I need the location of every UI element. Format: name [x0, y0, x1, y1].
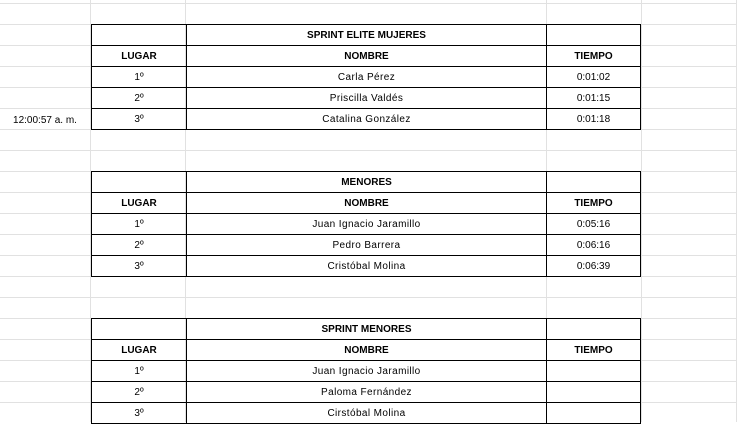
table-cell[interactable] [546, 171, 641, 192]
place-cell[interactable]: 1º [91, 360, 186, 381]
table-title-row [91, 318, 641, 339]
results-table-sprint-menores [91, 318, 641, 423]
table-header-row [91, 45, 641, 66]
time-cell[interactable]: 0:01:18 [546, 108, 641, 130]
name-cell[interactable]: Juan Ignacio Jaramillo [186, 360, 546, 381]
place-cell[interactable]: 1º [91, 66, 186, 87]
place-cell[interactable]: 2º [91, 87, 186, 108]
table-cell[interactable] [91, 171, 186, 192]
table-row [91, 66, 641, 87]
table-title-row [91, 24, 641, 45]
table-title[interactable]: SPRINT MENORES [186, 318, 546, 339]
table-row [91, 108, 641, 129]
name-cell[interactable]: Juan Ignacio Jaramillo [186, 213, 546, 234]
table-row [91, 402, 641, 423]
table-title-row [91, 171, 641, 192]
table-header-row [91, 192, 641, 213]
time-cell[interactable]: 0:06:16 [546, 234, 641, 255]
time-cell[interactable]: 12:00:57 a. m. [13, 115, 77, 126]
table-row [91, 87, 641, 108]
table-row [91, 381, 641, 402]
place-cell[interactable]: 2º [91, 381, 186, 402]
place-cell[interactable]: 1º [91, 213, 186, 234]
time-cell[interactable]: 0:01:15 [546, 87, 641, 108]
name-cell[interactable]: Carla Pérez [186, 66, 546, 87]
gridline [0, 3, 737, 4]
header-name[interactable]: NOMBRE [186, 192, 546, 213]
table-title[interactable]: MENORES [186, 171, 546, 192]
name-cell[interactable]: Priscilla Valdés [186, 87, 546, 108]
header-place[interactable]: LUGAR [91, 339, 186, 360]
table-row [91, 213, 641, 234]
gridline [0, 297, 737, 298]
table-header-row [91, 339, 641, 360]
name-cell[interactable]: Paloma Fernández [186, 381, 546, 402]
time-cell[interactable]: 0:01:02 [546, 66, 641, 87]
header-time[interactable]: TIEMPO [546, 339, 641, 360]
gridline [0, 150, 737, 151]
time-cell[interactable]: 0:06:39 [546, 255, 641, 277]
name-cell[interactable]: Cristóbal Molina [186, 255, 546, 277]
table-cell[interactable] [546, 318, 641, 339]
header-time[interactable]: TIEMPO [546, 192, 641, 213]
gridline [641, 0, 642, 422]
header-place[interactable]: LUGAR [91, 45, 186, 66]
time-cell[interactable] [546, 381, 641, 402]
header-place[interactable]: LUGAR [91, 192, 186, 213]
name-cell[interactable]: Cirstóbal Molina [186, 402, 546, 424]
time-cell[interactable]: 0:05:16 [546, 213, 641, 234]
name-cell[interactable]: Catalina González [186, 108, 546, 130]
name-cell[interactable]: Pedro Barrera [186, 234, 546, 255]
time-cell[interactable] [546, 402, 641, 424]
header-time[interactable]: TIEMPO [546, 45, 641, 66]
header-name[interactable]: NOMBRE [186, 45, 546, 66]
place-cell[interactable]: 2º [91, 234, 186, 255]
time-cell[interactable] [546, 360, 641, 381]
place-cell[interactable]: 3º [91, 108, 186, 130]
place-cell[interactable]: 3º [91, 402, 186, 424]
table-title[interactable]: SPRINT ELITE MUJERES [186, 24, 546, 45]
results-table-sprint-elite-mujeres [91, 24, 641, 129]
table-row [91, 255, 641, 276]
table-cell[interactable] [91, 24, 186, 45]
table-cell[interactable] [91, 318, 186, 339]
header-name[interactable]: NOMBRE [186, 339, 546, 360]
results-table-menores [91, 171, 641, 276]
table-cell[interactable] [546, 24, 641, 45]
table-row [91, 234, 641, 255]
place-cell[interactable]: 3º [91, 255, 186, 277]
table-row [91, 360, 641, 381]
